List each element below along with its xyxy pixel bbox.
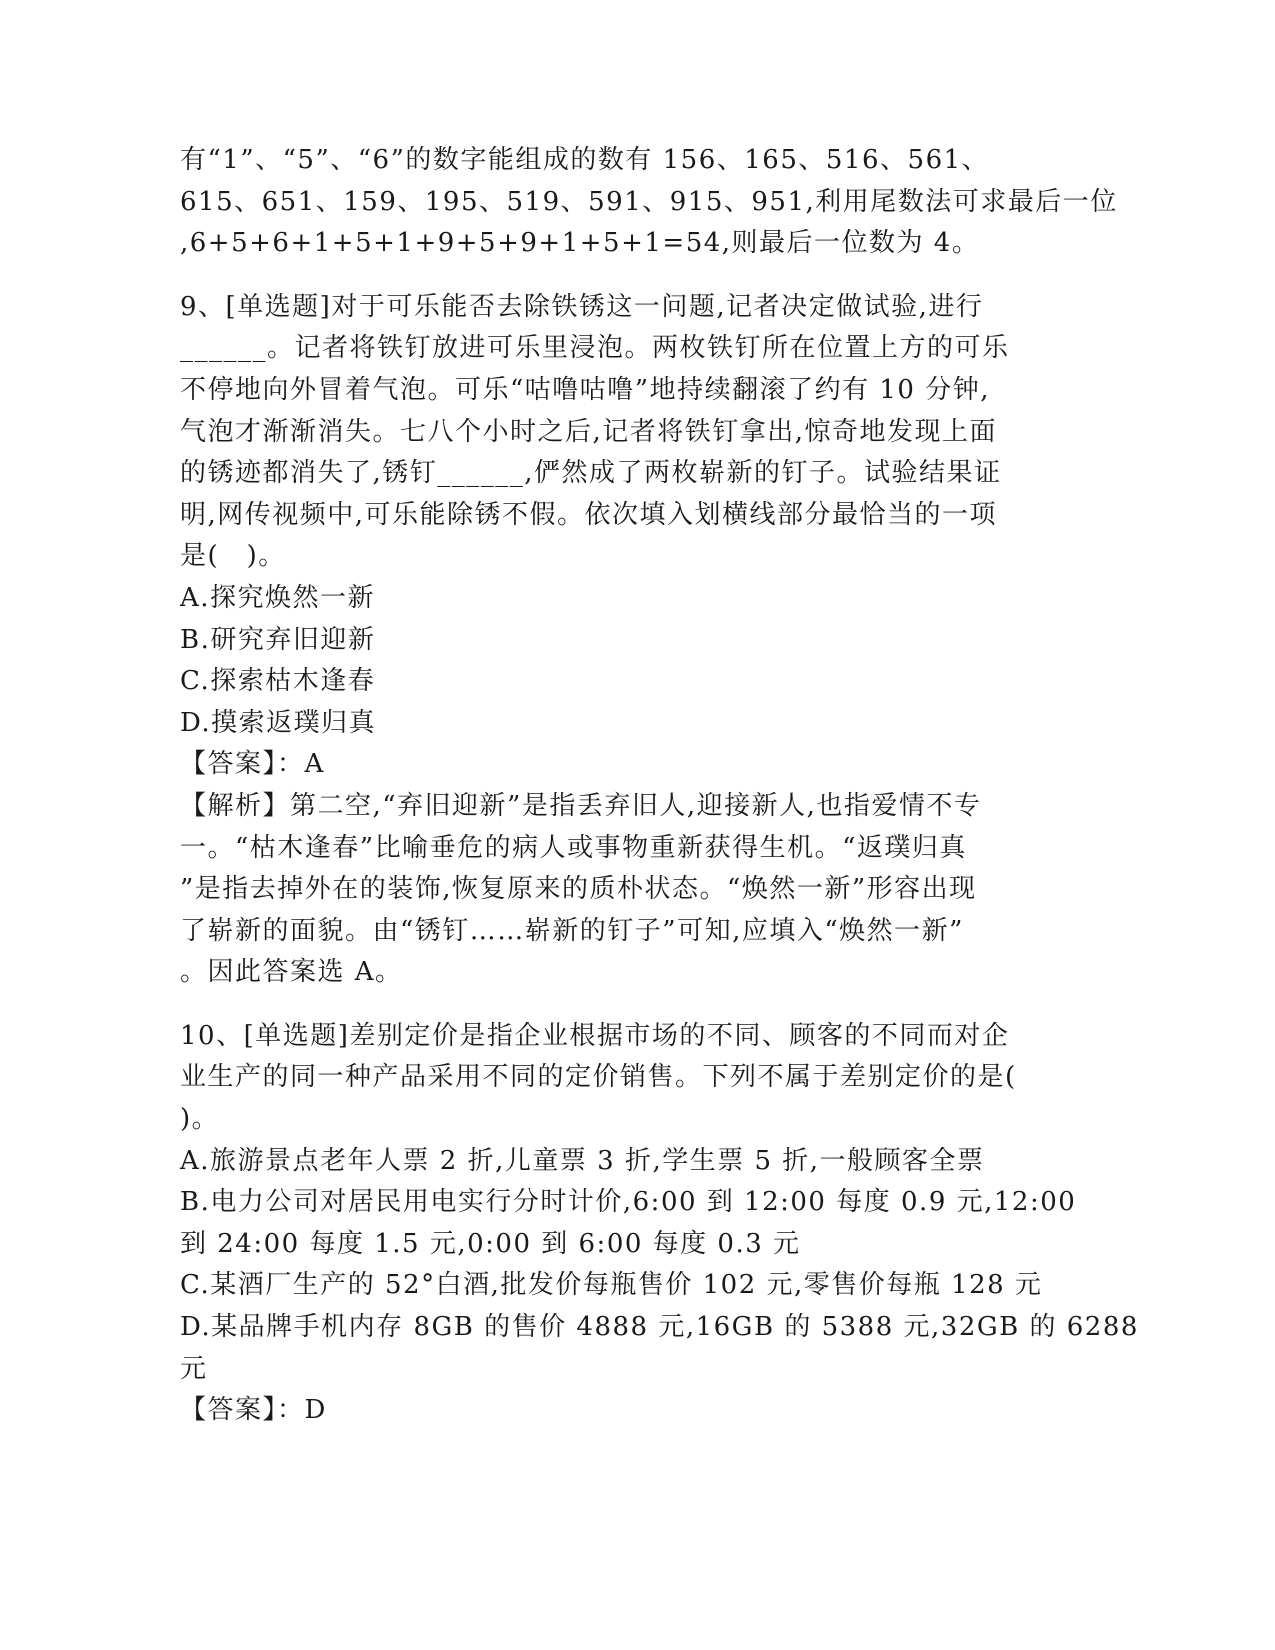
stem-line: ______。记者将铁钉放进可乐里浸泡。两枚铁钉所在位置上方的可乐 [180, 333, 1010, 364]
stem-line: 不停地向外冒着气泡。可乐“咕噜咕噜”地持续翻滚了约有 10 分钟, [180, 374, 990, 405]
option-b: B.电力公司对居民用电实行分时计价,6:00 到 12:00 每度 0.9 元,12:00 [180, 1187, 1077, 1218]
stem-line: )。 [180, 1104, 220, 1135]
intro-paragraph [180, 140, 1118, 265]
analysis-line: 一。“枯木逢春”比喻垂危的病人或事物重新获得生机。“返璞归真 [180, 832, 967, 863]
option-b-continued: 到 24:00 每度 1.5 元,0:00 到 6:00 每度 0.3 元 [180, 1228, 801, 1259]
analysis-line: 了崭新的面貌。由“锈钉……崭新的钉子”可知,应填入“焕然一新” [180, 915, 964, 946]
intro-line: ,6+5+6+1+5+1+9+5+9+1+5+1=54,则最后一位数为 4。 [180, 228, 980, 259]
option-d: D.摸索返璞归真 [180, 707, 377, 738]
question-9 [180, 287, 1040, 994]
question-9-options [180, 578, 1040, 744]
option-d: D.某品牌手机内存 8GB 的售价 4888 元,16GB 的 5388 元,32GB 的 6288 [180, 1312, 1139, 1343]
stem-line: 是( )。 [180, 541, 286, 572]
option-a: A.探究焕然一新 [180, 582, 376, 613]
stem-line: 9、[单选题]对于可乐能否去除铁锈这一问题,记者决定做试验,进行 [180, 291, 984, 322]
option-a: A.旅游景点老年人票 2 折,儿童票 3 折,学生票 5 折,一般顾客全票 [180, 1145, 985, 1176]
option-b: B.研究弃旧迎新 [180, 624, 376, 655]
option-c: C.某酒厂生产的 52°白酒,批发价每瓶售价 102 元,零售价每瓶 128 元 [180, 1270, 1043, 1301]
question-9-analysis [180, 786, 1040, 994]
option-d-continued: 元 [180, 1353, 208, 1384]
analysis-line: 。因此答案选 A。 [180, 957, 403, 988]
stem-line: 10、[单选题]差别定价是指企业根据市场的不同、顾客的不同而对企 [180, 1020, 1010, 1051]
intro-line: 有“1”、“5”、“6”的数字能组成的数有 156、165、516、561、 [180, 145, 990, 175]
question-10-answer: 【答案】：D [180, 1395, 327, 1426]
stem-line: 业生产的同一种产品采用不同的定价销售。下列不属于差别定价的是( [180, 1062, 1017, 1093]
stem-line: 气泡才渐渐消失。七八个小时之后,记者将铁钉拿出,惊奇地发现上面 [180, 416, 998, 447]
analysis-line: ”是指去掉外在的装饰,恢复原来的质朴状态。“焕然一新”形容出现 [180, 874, 977, 905]
document-page [180, 140, 1139, 1432]
option-c: C.探索枯木逢春 [180, 666, 376, 697]
question-10 [180, 1016, 1139, 1432]
intro-line: 615、651、159、195、519、591、915、951,利用尾数法可求最后一位 [180, 186, 1118, 217]
question-10-stem [180, 1016, 1040, 1141]
question-9-answer: 【答案】：A [180, 749, 325, 780]
analysis-line: 【解析】第二空,“弃旧迎新”是指丢弃旧人,迎接新人,也指爱情不专 [180, 790, 982, 821]
stem-line: 明,网传视频中,可乐能除锈不假。依次填入划横线部分最恰当的一项 [180, 499, 998, 530]
question-9-stem [180, 287, 1040, 578]
question-10-options [180, 1141, 1139, 1391]
stem-line: 的锈迹都消失了,锈钉______,俨然成了两枚崭新的钉子。试验结果证 [180, 458, 1002, 489]
